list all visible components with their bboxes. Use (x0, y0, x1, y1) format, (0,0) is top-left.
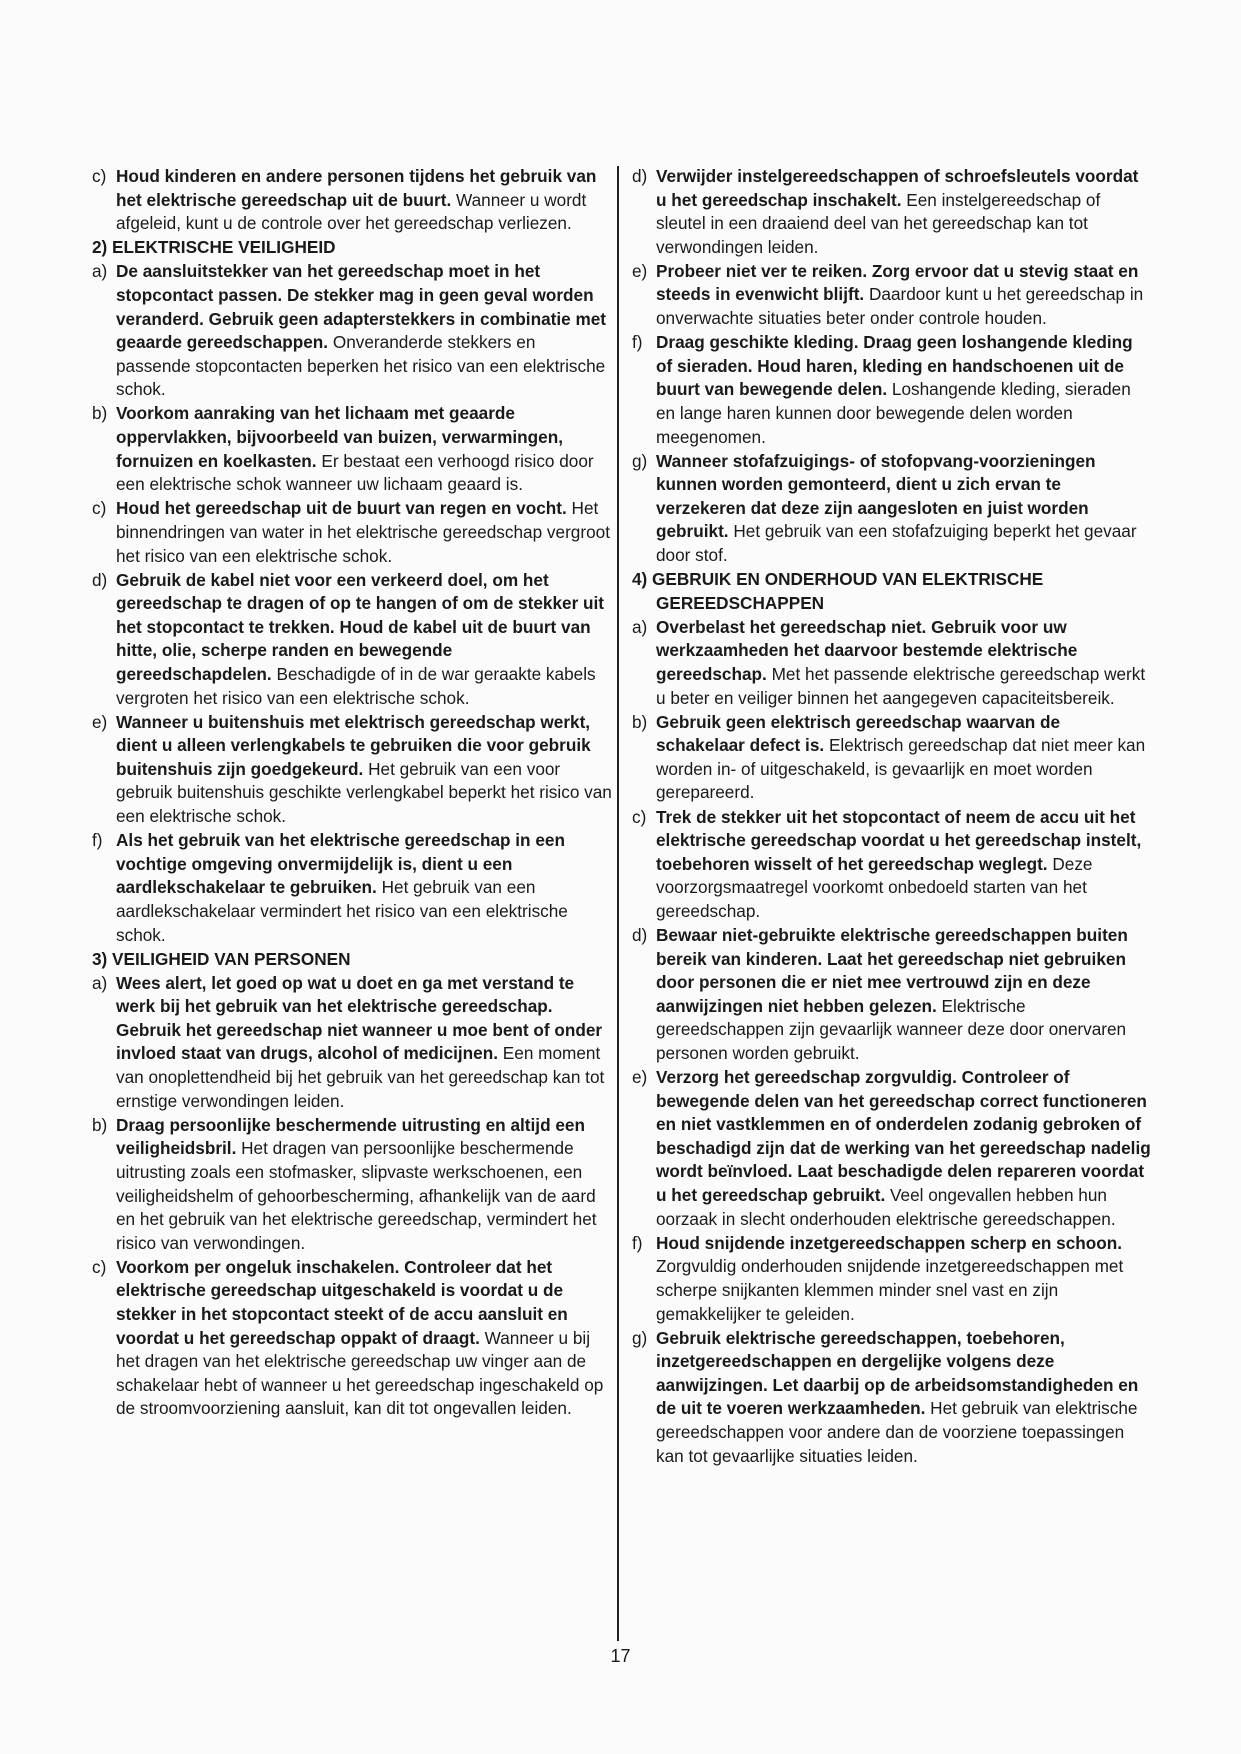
item-text: Het gebruik van een voor gebruik buitenshuis geschikte verlengkabel beperkt het risico van een elektrische schok. (116, 758, 612, 827)
item-bold-text: Draag geschikte kleding. Draag geen loshangende kleding of sieraden. Houd haren, kleding en handschoenen uit de buurt van bewegende delen. (656, 332, 1133, 400)
list-item (632, 1066, 1152, 1231)
section-heading: 3) VEILIGHEID VAN PERSONEN (92, 948, 351, 969)
item-text: Zorgvuldig onderhouden snijdende inzetgereedschappen met scherpe snijkanten klemmen minder snel vast en zijn gemakkelijker te geleiden. (656, 1256, 1124, 1324)
item-text: Er bestaat een verhoogd risico door een elektrische schok wanneer uw lichaam geaard is. (116, 450, 594, 495)
item-text: Een instelgereedschap of sleutel in een draaiend deel van het gereedschap kan tot verwondingen leiden. (656, 189, 1101, 257)
item-letter: a) (92, 972, 108, 993)
list-item (92, 829, 612, 947)
item-text: Deze voorzorgsmaatregel voorkomt onbedoeld starten van het gereedschap. (656, 853, 1093, 921)
left-column (92, 165, 612, 1421)
item-text: Met het passende elektrische gereedschap werkt u beter en veiliger binnen het aangegeven capaciteitsbereik. (656, 663, 1146, 708)
item-text: Wanneer u bij het dragen van het elektrische gereedschap uw vinger aan de schakelaar hebt of wanneer u het gereedschap ingeschakeld op de stroomvoorziening aansluit, kan dit tot ongevallen leiden. (116, 1327, 604, 1419)
item-letter: f) (92, 830, 103, 851)
list-item (632, 331, 1152, 449)
item-bold-text: Houd het gereedschap uit de buurt van regen en vocht. (116, 498, 567, 519)
item-bold-text: Wees alert, let goed op wat u doet en ga met verstand te werk bij het gebruik van het elektrische gereedschap. Gebruik het gereedschap niet wanneer u moe bent of onder invloed staat van drugs, alcohol of medicijnen. (116, 972, 603, 1064)
item-letter: g) (632, 1327, 648, 1348)
list-item (92, 260, 612, 402)
item-text: Onveranderde stekkers en passende stopcontacten beperken het risico van een elektrische schok. (116, 332, 606, 400)
list-item (92, 497, 612, 568)
list-item (632, 450, 1152, 568)
item-text: Loshangende kleding, sieraden en lange haren kunnen door bewegende delen worden meegenomen. (656, 379, 1131, 447)
item-bold-text: Gebruik elektrische gereedschappen, toebehoren, inzetgereedschappen en dergelijke volgens deze aanwijzingen. Let daarbij op de arbeidsomstandigheden en de uit te voeren werkzaamheden. (656, 1327, 1139, 1419)
item-text: Elektrisch gereedschap dat niet meer kan worden in- of uitgeschakeld, is gevaarlijk en moet worden gerepareerd. (656, 735, 1146, 803)
item-letter: c) (92, 166, 107, 186)
list-item (632, 1327, 1152, 1469)
item-bold-text: Houd kinderen en andere personen tijdens het gebruik van het elektrische gereedschap uit de buurt. (116, 166, 597, 210)
item-text: Een moment van onoplettendheid bij het gebruik van het gereedschap kan tot ernstige verwondingen leiden. (116, 1043, 605, 1111)
item-bold-text: Wanneer stofafzuigings- of stofopvang-voorzieningen kunnen worden gemonteerd, dient u zich ervan te verzekeren dat deze zijn aangesloten en juist worden gebruikt. (656, 450, 1096, 542)
item-bold-text: Overbelast het gereedschap niet. Gebruik voor uw werkzaamheden het daarvoor bestemde elektrische gereedschap. (656, 616, 1078, 684)
item-text: Het dragen van persoonlijke beschermende uitrusting zoals een stofmasker, slipvaste werkschoenen, een veiligheidshelm of gehoorbescherming, afhankelijk van de aard en het gebruik van het elektrische gereedschap, vermindert het risico van verwondingen. (116, 1138, 597, 1253)
list-item (632, 616, 1152, 710)
item-letter: a) (92, 261, 108, 282)
list-item (92, 165, 612, 236)
list-item (92, 711, 612, 829)
item-bold-text: Gebruik de kabel niet voor een verkeerd doel, om het gereedschap te dragen of op te hangen of om de stekker uit het stopcontact te trekken. Houd de kabel uit de buurt van hitte, olie, scherpe randen en bewegende gereedschapdelen. (116, 569, 605, 684)
item-letter: d) (92, 569, 108, 590)
item-letter: e) (632, 1067, 648, 1088)
item-letter: b) (632, 711, 648, 732)
item-bold-text: Voorkom per ongeluk inschakelen. Controleer dat het elektrische gereedschap uitgeschakeld is voordat u de stekker in het stopcontact steekt of de accu aansluit en voordat u het gereedschap oppakt of draagt. (116, 1256, 568, 1348)
item-text: Daardoor kunt u het gereedschap in onverwachte situaties beter onder controle houden. (656, 284, 1144, 329)
item-letter: g) (632, 450, 648, 471)
item-text: Het gebruik van een stofafzuiging beperkt het gevaar door stof. (656, 521, 1137, 565)
section-heading: 4) GEBRUIK EN ONDERHOUD VAN ELEKTRISCHE GEREEDSCHAPPEN (632, 569, 1044, 613)
item-letter: e) (92, 711, 108, 732)
item-bold-text: Voorkom aanraking van het lichaam met geaarde oppervlakken, bijvoorbeeld van buizen, verwarmingen, fornuizen en koelkasten. (116, 403, 564, 471)
item-letter: f) (632, 332, 643, 353)
item-text: Het gebruik van een aardlekschakelaar vermindert het risico van een elektrische schok. (116, 877, 568, 945)
list-item (92, 972, 612, 1114)
list-item (92, 402, 612, 496)
item-text: Wanneer u wordt afgeleid, kunt u de controle over het gereedschap verliezen. (116, 189, 587, 234)
list-item (632, 260, 1152, 331)
item-letter: d) (632, 166, 648, 186)
item-bold-text: Gebruik geen elektrisch gereedschap waarvan de schakelaar defect is. (656, 711, 1061, 756)
page-number: 17 (610, 1646, 631, 1666)
item-text: Beschadigde of in de war geraakte kabels vergroten het risico van een elektrische schok. (116, 663, 596, 708)
list-item (632, 165, 1152, 259)
item-letter: a) (632, 616, 648, 637)
item-bold-text: De aansluitstekker van het gereedschap moet in het stopcontact passen. De stekker mag in geen geval worden veranderd. Gebruik geen adapterstekkers in combinatie met geaarde gereedschappen. (116, 261, 607, 353)
list-item (632, 924, 1152, 1066)
item-letter: c) (92, 498, 107, 519)
item-bold-text: Bewaar niet-gebruikte elektrische gereedschappen buiten bereik van kinderen. Laat het gereedschap niet gebruiken door personen die er niet mee vertrouwd zijn en deze aanwijzingen niet hebben gelezen. (656, 925, 1128, 1016)
column-divider (617, 166, 619, 1641)
item-letter: e) (632, 260, 648, 281)
item-text: Het gebruik van elektrische gereedschappen voor andere dan de voorziene toepassingen kan tot gevaarlijke situaties leiden. (656, 1398, 1138, 1466)
right-column (632, 165, 1152, 1469)
item-text: Het binnendringen van water in het elektrische gereedschap vergroot het risico van een elektrische schok. (116, 498, 610, 566)
item-text: Elektrische gereedschappen zijn gevaarlijk wanneer deze door onervaren personen worden gebruikt. (656, 995, 1127, 1063)
list-item (92, 1256, 612, 1421)
item-letter: b) (92, 1114, 108, 1135)
item-bold-text: Als het gebruik van het elektrische gereedschap in een vochtige omgeving onvermijdelijk is, dient u een aardlekschakelaar te gebruiken. (116, 830, 565, 898)
list-item (92, 1114, 612, 1256)
list-item (632, 1232, 1152, 1326)
list-item (632, 806, 1152, 924)
section-heading: 2) ELEKTRISCHE VEILIGHEID (92, 237, 336, 258)
item-bold-text: Wanneer u buitenshuis met elektrisch gereedschap werkt, dient u alleen verlengkabels te gebruiken die voor gebruik buitenshuis zijn goedgekeurd. (116, 711, 591, 779)
item-bold-text: Verzorg het gereedschap zorgvuldig. Controleer of bewegende delen van het gereedschap correct functioneren en niet vastklemmen en of onderdelen zodanig gebroken of beschadigd zijn dat de werking van het gereedschap nadelig wordt beïnvloed. Laat beschadigde delen repareren voordat u het gereedschap gebruikt. (656, 1067, 1151, 1206)
item-letter: b) (92, 403, 108, 424)
item-bold-text: Houd snijdende inzetgereedschappen scherp en schoon. (656, 1232, 1123, 1253)
item-bold-text: Trek de stekker uit het stopcontact of neem de accu uit het elektrische gereedschap voordat u het gereedschap instelt, toebehoren wisselt of het gereedschap weglegt. (656, 806, 1142, 874)
item-bold-text: Verwijder instelgereedschappen of schroefsleutels voordat u het gereedschap inschakelt. (656, 166, 1139, 210)
item-letter: f) (632, 1232, 643, 1253)
item-letter: c) (92, 1256, 107, 1277)
list-item (92, 569, 612, 711)
item-letter: d) (632, 925, 648, 945)
list-item (632, 711, 1152, 805)
item-bold-text: Probeer niet ver te reiken. Zorg ervoor dat u stevig staat en steeds in evenwicht blijft. (656, 260, 1139, 305)
item-bold-text: Draag persoonlijke beschermende uitrusting en altijd een veiligheidsbril. (116, 1114, 585, 1159)
item-letter: c) (632, 806, 647, 827)
item-text: Veel ongevallen hebben hun oorzaak in slecht onderhouden elektrische gereedschappen. (656, 1185, 1116, 1229)
